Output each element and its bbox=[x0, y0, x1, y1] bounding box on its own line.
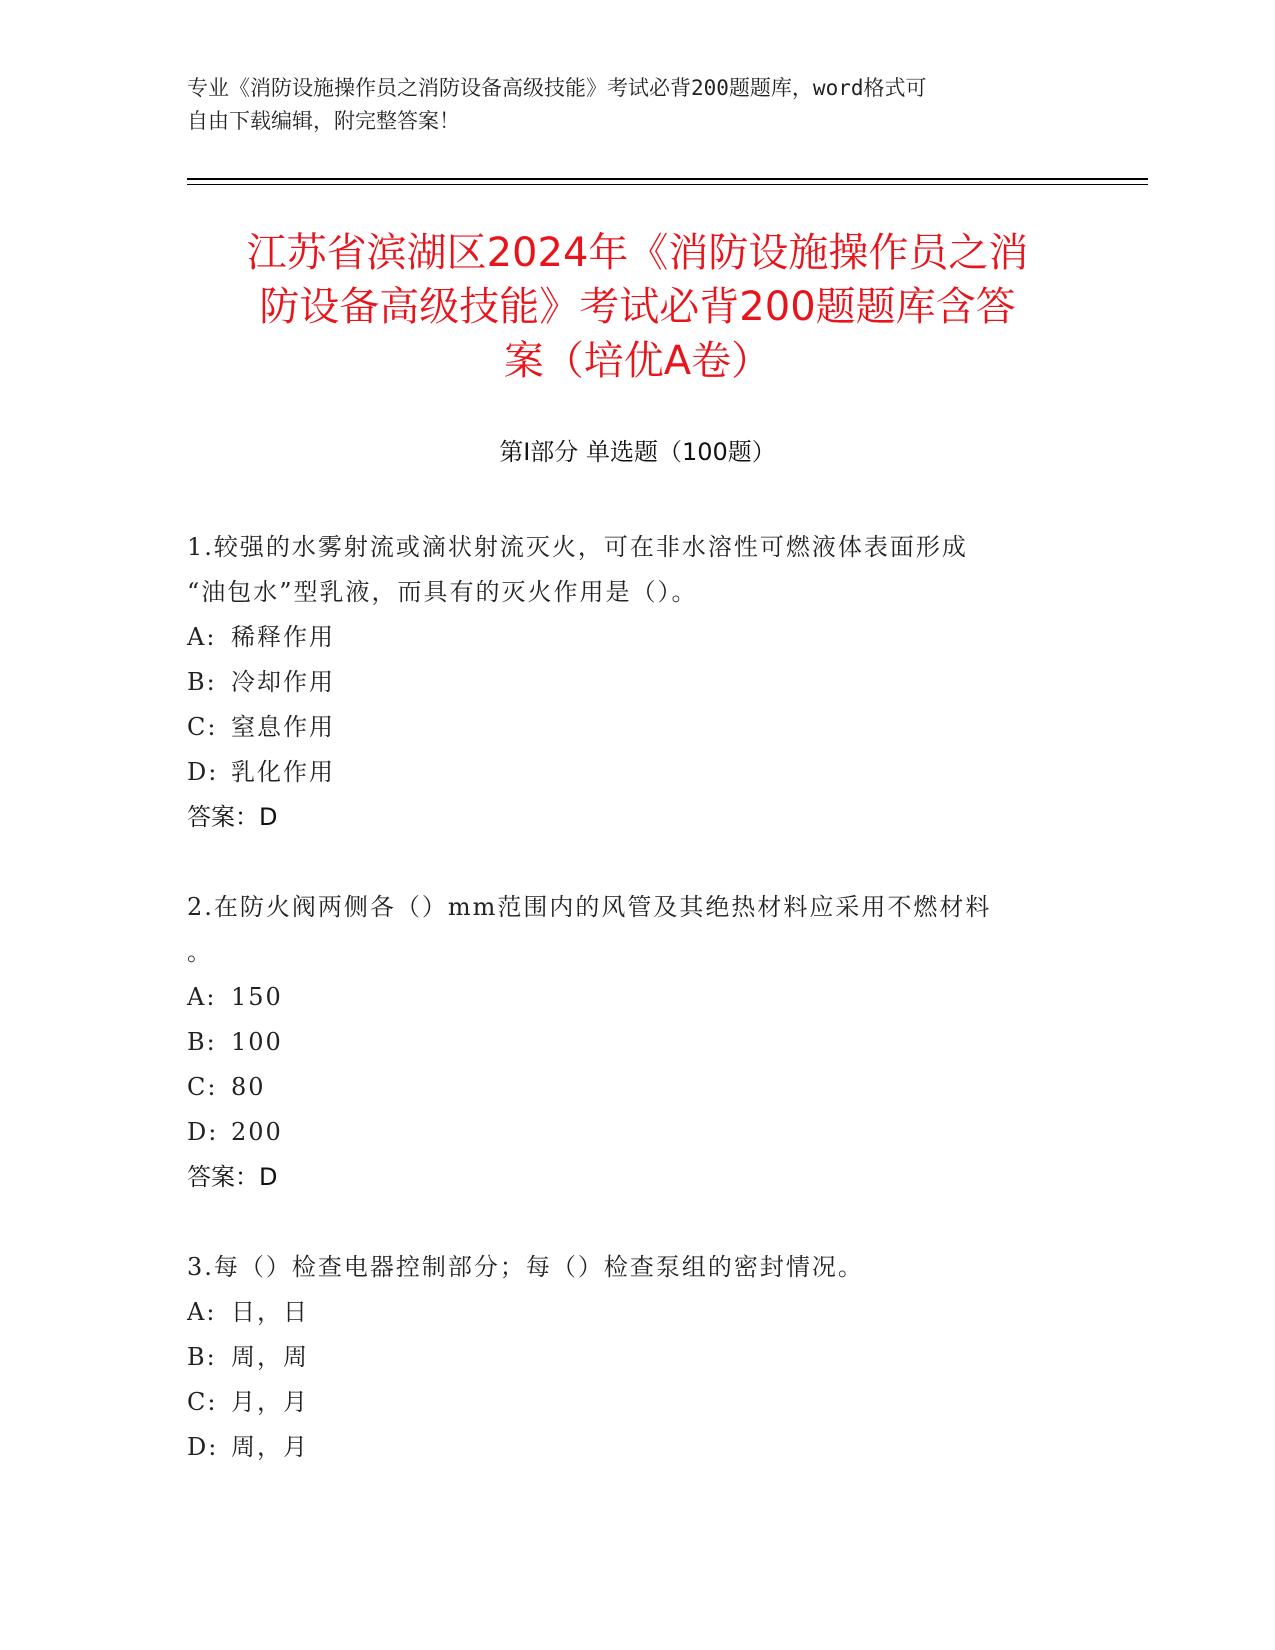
option-key: B: bbox=[187, 668, 217, 696]
option-text: 乳化作用 bbox=[231, 758, 335, 786]
option-d bbox=[187, 1425, 1087, 1470]
option-text: 冷却作用 bbox=[231, 668, 335, 696]
option-key: A: bbox=[187, 1298, 217, 1326]
header-divider-thin bbox=[187, 184, 1148, 185]
title-line-3: 案（培优A卷） bbox=[503, 338, 772, 384]
option-key: C: bbox=[187, 1073, 218, 1101]
option-key: D: bbox=[187, 1433, 219, 1461]
header-note bbox=[187, 72, 1087, 138]
option-text: 月，月 bbox=[231, 1388, 309, 1416]
question-text-line: 3.每（）检查电器控制部分；每（）检查泵组的密封情况。 bbox=[187, 1253, 864, 1281]
option-a bbox=[187, 615, 1087, 660]
option-d bbox=[187, 1110, 1087, 1155]
question-list bbox=[187, 525, 1087, 1515]
option-key: D: bbox=[187, 758, 219, 786]
option-text: 150 bbox=[231, 983, 283, 1011]
question-text-line: 1.较强的水雾射流或滴状射流灭火，可在非水溶性可燃液体表面形成 bbox=[187, 533, 968, 561]
option-key: B: bbox=[187, 1028, 217, 1056]
option-text: 周，周 bbox=[231, 1343, 309, 1371]
header-note-line-2: 自由下载编辑，附完整答案！ bbox=[187, 109, 460, 133]
option-d bbox=[187, 750, 1087, 795]
option-key: B: bbox=[187, 1343, 217, 1371]
section-heading: 第Ⅰ部分 单选题（100题） bbox=[499, 438, 776, 466]
option-b bbox=[187, 660, 1087, 705]
option-text: 80 bbox=[231, 1073, 266, 1101]
answer: 答案：D bbox=[187, 803, 278, 831]
question-1 bbox=[187, 525, 1087, 840]
option-a bbox=[187, 1290, 1087, 1335]
option-key: A: bbox=[187, 623, 217, 651]
document-title bbox=[160, 226, 1115, 388]
header-note-line-1: 专业《消防设施操作员之消防设备高级技能》考试必背200题题库，word格式可 bbox=[187, 76, 927, 100]
title-line-1: 江苏省滨湖区2024年《消防设施操作员之消 bbox=[246, 230, 1029, 276]
option-text: 200 bbox=[231, 1118, 283, 1146]
option-text: 周，月 bbox=[231, 1433, 309, 1461]
option-b bbox=[187, 1020, 1087, 1065]
option-text: 窒息作用 bbox=[231, 713, 335, 741]
option-text: 日，日 bbox=[231, 1298, 309, 1326]
answer: 答案：D bbox=[187, 1163, 278, 1191]
option-c bbox=[187, 705, 1087, 750]
header-divider-thick bbox=[187, 178, 1148, 180]
option-key: C: bbox=[187, 713, 218, 741]
question-2 bbox=[187, 885, 1087, 1200]
option-a bbox=[187, 975, 1087, 1020]
option-key: D: bbox=[187, 1118, 219, 1146]
option-c bbox=[187, 1380, 1087, 1425]
question-text-line: 。 bbox=[187, 938, 213, 966]
option-key: C: bbox=[187, 1388, 218, 1416]
option-text: 稀释作用 bbox=[231, 623, 335, 651]
option-text: 100 bbox=[231, 1028, 283, 1056]
question-text-line: 2.在防火阀两侧各（）mm范围内的风管及其绝热材料应采用不燃材料 bbox=[187, 893, 992, 921]
title-line-2: 防设备高级技能》考试必背200题题库含答 bbox=[259, 284, 1016, 330]
question-3 bbox=[187, 1245, 1087, 1470]
option-key: A: bbox=[187, 983, 217, 1011]
question-text-line: “油包水”型乳液，而具有的灭火作用是（）。 bbox=[187, 578, 698, 606]
option-b bbox=[187, 1335, 1087, 1380]
option-c bbox=[187, 1065, 1087, 1110]
